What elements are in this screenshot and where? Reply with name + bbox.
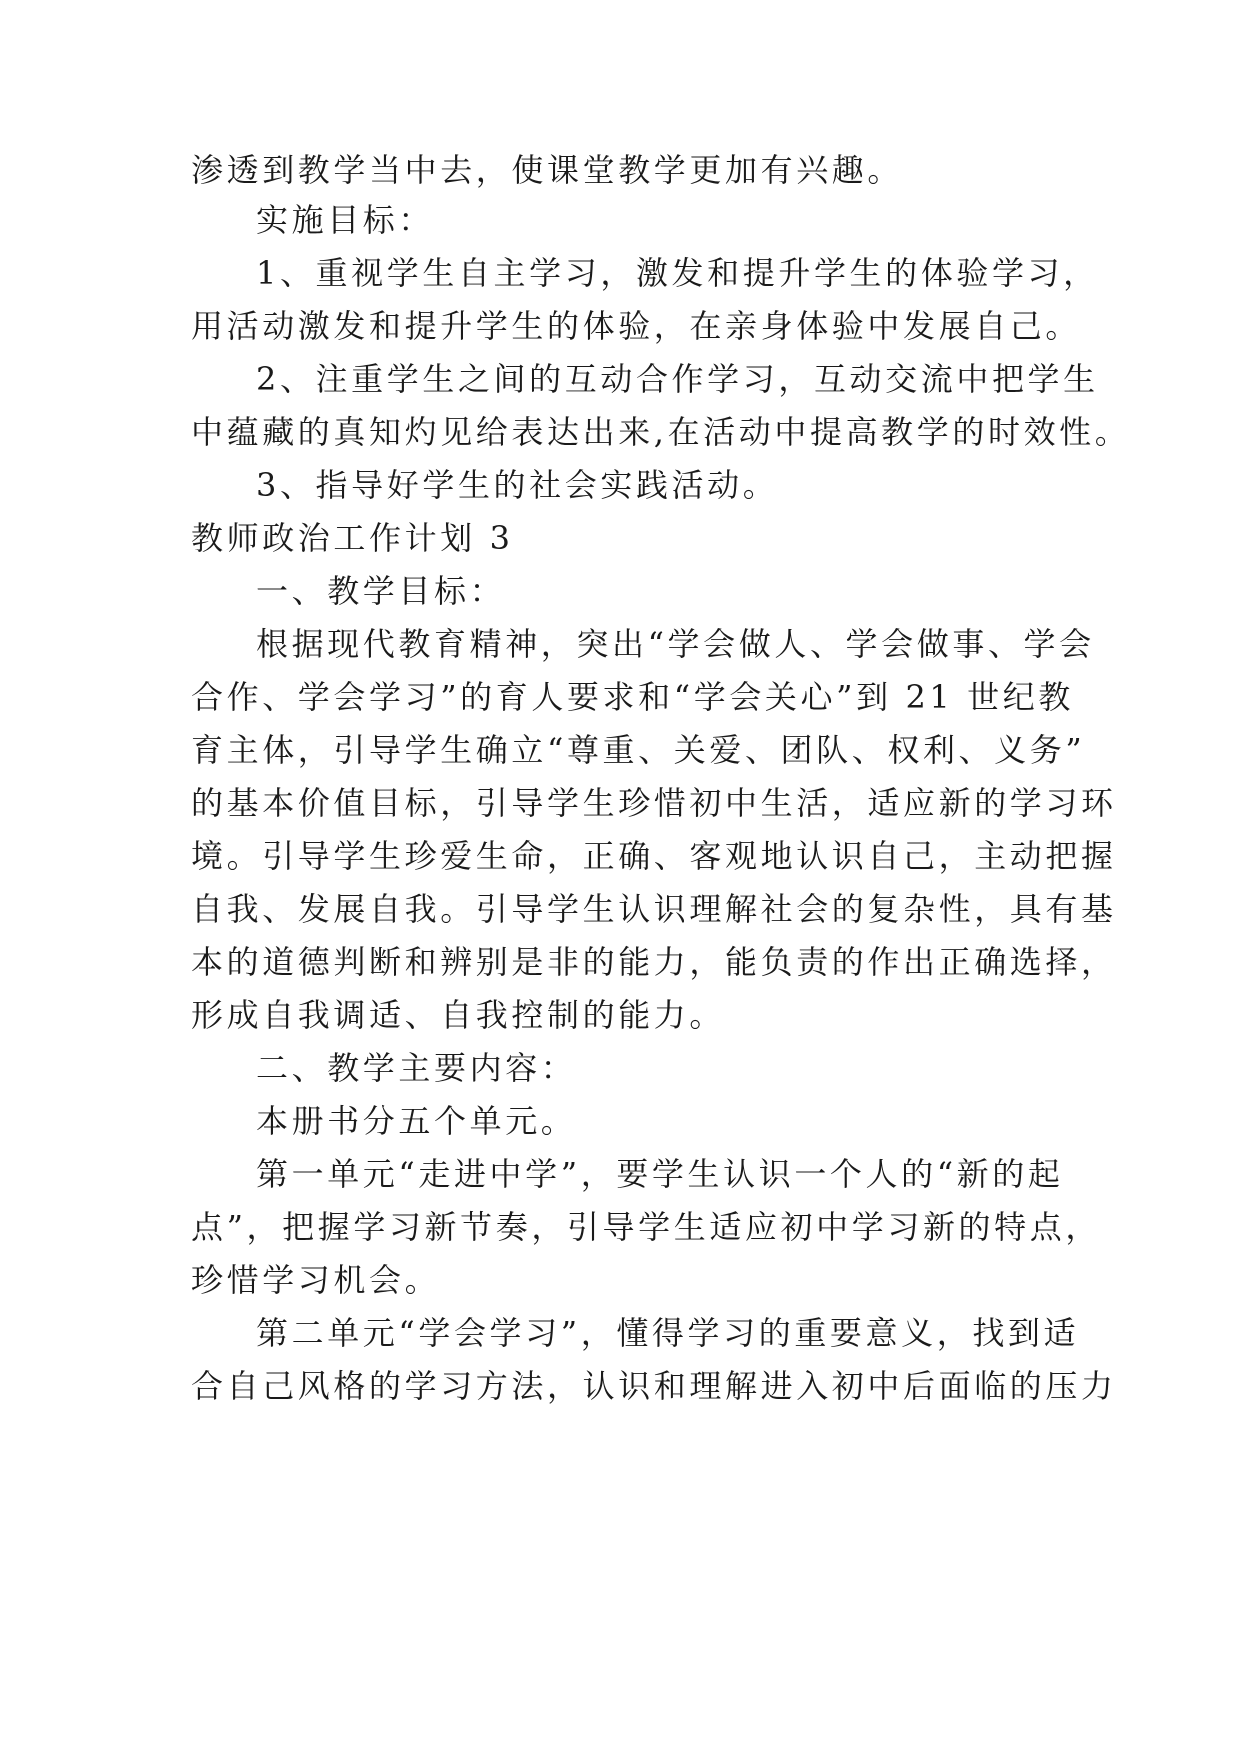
text-line-paragraph: 本的道德判断和辨别是非的能力，能负责的作出正确选择， <box>191 943 1117 981</box>
text-line-paragraph: 点”，把握学习新节奏，引导学生适应初中学习新的特点， <box>191 1208 1101 1246</box>
text-line-goal-1: 1、重视学生自主学习，激发和提升学生的体验学习， <box>256 254 1099 292</box>
text-line-paragraph: 本册书分五个单元。 <box>256 1102 577 1140</box>
text-line-heading-goals: 实施目标： <box>256 201 435 239</box>
text-line-paragraph: 自我、发展自我。引导学生认识理解社会的复杂性，具有基 <box>191 890 1117 928</box>
section-title: 教师政治工作计划 3 <box>191 519 514 557</box>
text-line-continuation: 渗透到教学当中去，使课堂教学更加有兴趣。 <box>191 151 904 189</box>
text-line-paragraph: 合作、学会学习”的育人要求和“学会关心”到 21 世纪教 <box>191 678 1074 716</box>
text-line-heading-teaching-goals: 一、教学目标： <box>256 572 506 610</box>
text-line-paragraph: 合自己风格的学习方法，认识和理解进入初中后面临的压力 <box>191 1367 1117 1405</box>
text-line-goal-3: 3、指导好学生的社会实践活动。 <box>256 466 779 504</box>
text-line-paragraph: 珍惜学习机会。 <box>191 1261 441 1299</box>
text-line-paragraph: 形成自我调适、自我控制的能力。 <box>191 996 726 1034</box>
text-line-paragraph: 根据现代教育精神，突出“学会做人、学会做事、学会 <box>256 625 1095 663</box>
text-line-goal-2-cont: 中蕴藏的真知灼见给表达出来,在活动中提高教学的时效性。 <box>191 413 1131 451</box>
text-line-goal-2: 2、注重学生之间的互动合作学习，互动交流中把学生 <box>256 360 1099 398</box>
text-line-paragraph: 的基本价值目标，引导学生珍惜初中生活，适应新的学习环 <box>191 784 1117 822</box>
text-line-paragraph: 第二单元“学会学习”，懂得学习的重要意义，找到适 <box>256 1314 1080 1352</box>
text-line-paragraph: 第一单元“走进中学”，要学生认识一个人的“新的起 <box>256 1155 1064 1193</box>
text-line-paragraph: 育主体，引导学生确立“尊重、关爱、团队、权利、义务” <box>191 731 1086 769</box>
text-line-goal-1-cont: 用活动激发和提升学生的体验，在亲身体验中发展自己。 <box>191 307 1082 345</box>
text-line-heading-content: 二、教学主要内容： <box>256 1049 577 1087</box>
text-line-paragraph: 境。引导学生珍爱生命，正确、客观地认识自己，主动把握 <box>191 837 1117 875</box>
